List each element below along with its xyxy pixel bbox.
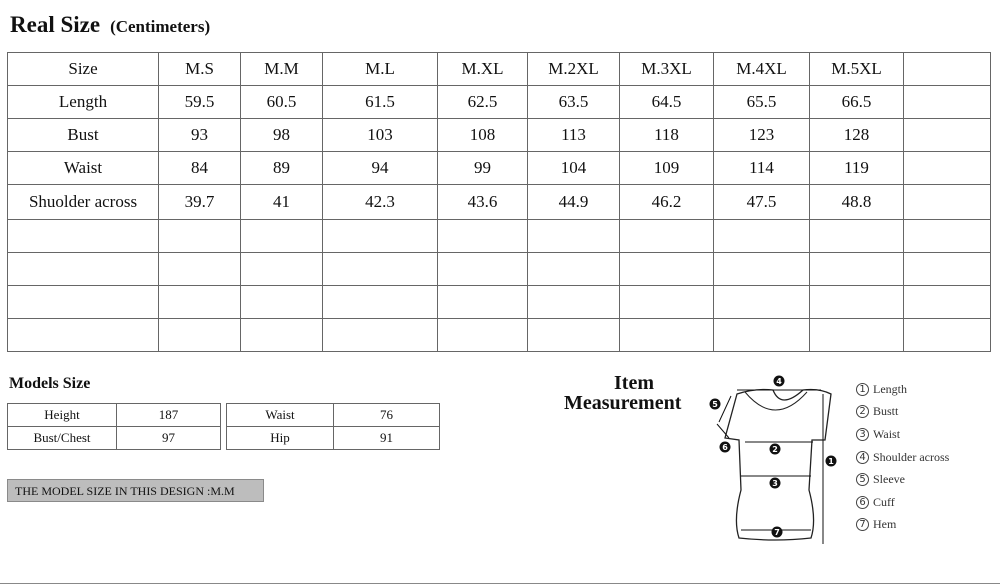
table-cell — [159, 286, 241, 319]
table-cell — [904, 119, 991, 152]
title-unit: (Centimeters) — [110, 17, 211, 36]
table-cell: 64.5 — [620, 86, 714, 119]
legend-item — [856, 468, 949, 491]
table-cell: 128 — [810, 119, 904, 152]
column-header: M.4XL — [714, 53, 810, 86]
column-header: M.L — [323, 53, 438, 86]
table-cell: 39.7 — [159, 185, 241, 220]
table-cell: 59.5 — [159, 86, 241, 119]
table-cell: 65.5 — [714, 86, 810, 119]
model-value: 91 — [334, 427, 440, 450]
column-header — [904, 53, 991, 86]
table-cell: 94 — [323, 152, 438, 185]
table-cell — [241, 253, 323, 286]
table-cell — [810, 253, 904, 286]
model-value: 187 — [117, 404, 221, 427]
number-circle-icon: 3 — [856, 428, 869, 441]
table-cell: 84 — [159, 152, 241, 185]
table-row — [227, 404, 440, 427]
table-cell: 114 — [714, 152, 810, 185]
models-table-right — [226, 403, 440, 450]
row-label: Length — [8, 86, 159, 119]
table-cell — [528, 253, 620, 286]
table-cell — [714, 220, 810, 253]
table-row — [8, 404, 221, 427]
table-cell — [810, 319, 904, 352]
table-cell — [323, 319, 438, 352]
table-cell — [159, 319, 241, 352]
row-label — [8, 319, 159, 352]
table-row — [8, 319, 991, 352]
legend-item — [856, 378, 949, 401]
table-cell — [241, 319, 323, 352]
number-circle-icon: 7 — [856, 518, 869, 531]
model-label: Bust/Chest — [8, 427, 117, 450]
table-row — [8, 119, 991, 152]
row-label — [8, 286, 159, 319]
number-circle-icon: 6 — [856, 496, 869, 509]
number-circle-icon: 2 — [856, 405, 869, 418]
table-cell — [810, 286, 904, 319]
model-value: 97 — [117, 427, 221, 450]
row-label — [8, 253, 159, 286]
column-header: M.M — [241, 53, 323, 86]
table-row — [8, 286, 991, 319]
table-cell — [438, 286, 528, 319]
number-circle-icon: 4 — [856, 451, 869, 464]
marker-2-label: 2 — [772, 445, 778, 454]
table-cell — [714, 253, 810, 286]
table-cell — [241, 286, 323, 319]
legend-label: Cuff — [873, 494, 895, 509]
tshirt-diagram — [705, 370, 845, 550]
column-header: M.S — [159, 53, 241, 86]
model-size-note: THE MODEL SIZE IN THIS DESIGN :M.M — [7, 479, 264, 502]
table-cell: 104 — [528, 152, 620, 185]
table-cell — [528, 319, 620, 352]
table-cell: 109 — [620, 152, 714, 185]
model-label: Hip — [227, 427, 334, 450]
table-cell — [904, 286, 991, 319]
model-label: Waist — [227, 404, 334, 427]
legend-item — [856, 401, 949, 424]
row-label: Waist — [8, 152, 159, 185]
table-cell: 44.9 — [528, 185, 620, 220]
table-row — [8, 220, 991, 253]
table-cell — [904, 185, 991, 220]
table-cell — [528, 220, 620, 253]
marker-3-label: 3 — [772, 479, 778, 488]
legend-item — [856, 423, 949, 446]
table-cell — [620, 253, 714, 286]
legend-item — [856, 514, 949, 537]
models-table-left — [7, 403, 221, 450]
table-cell — [438, 220, 528, 253]
size-header-row — [8, 53, 991, 86]
table-cell: 41 — [241, 185, 323, 220]
legend-label: Length — [873, 381, 907, 396]
legend-label: Hem — [873, 517, 897, 532]
marker-6-label: 6 — [722, 443, 728, 452]
table-cell: 123 — [714, 119, 810, 152]
table-cell — [323, 286, 438, 319]
shirt-outline — [725, 390, 831, 541]
table-row — [8, 427, 221, 450]
table-cell: 98 — [241, 119, 323, 152]
table-row — [8, 152, 991, 185]
marker-7-label: 7 — [774, 528, 780, 537]
table-cell: 47.5 — [714, 185, 810, 220]
table-row — [8, 185, 991, 220]
marker-4-label: 4 — [776, 377, 782, 386]
table-cell — [528, 286, 620, 319]
table-cell — [904, 220, 991, 253]
table-cell — [323, 220, 438, 253]
table-cell — [904, 86, 991, 119]
table-cell — [620, 220, 714, 253]
size-table — [7, 52, 991, 352]
marker-1-label: 1 — [828, 457, 834, 466]
measurement-title-line1: Item — [614, 372, 654, 394]
row-label: Shuolder across — [8, 185, 159, 220]
table-cell — [438, 253, 528, 286]
table-cell — [323, 253, 438, 286]
table-cell — [714, 286, 810, 319]
table-cell — [438, 319, 528, 352]
table-cell: 42.3 — [323, 185, 438, 220]
table-cell — [810, 220, 904, 253]
table-cell — [159, 220, 241, 253]
row-label — [8, 220, 159, 253]
legend-label: Waist — [873, 426, 901, 441]
legend-item — [856, 491, 949, 514]
legend-label: Sleeve — [873, 472, 905, 487]
table-cell: 118 — [620, 119, 714, 152]
table-cell — [904, 253, 991, 286]
table-cell: 99 — [438, 152, 528, 185]
measurement-legend — [856, 378, 949, 536]
models-size-title: Models Size — [9, 375, 91, 392]
table-row — [8, 253, 991, 286]
table-cell — [714, 319, 810, 352]
table-cell: 62.5 — [438, 86, 528, 119]
table-cell: 63.5 — [528, 86, 620, 119]
table-cell: 48.8 — [810, 185, 904, 220]
bottom-divider — [0, 583, 1000, 584]
table-cell: 93 — [159, 119, 241, 152]
table-cell — [620, 286, 714, 319]
number-circle-icon: 1 — [856, 383, 869, 396]
table-cell: 103 — [323, 119, 438, 152]
table-cell — [241, 220, 323, 253]
title-main: Real Size — [10, 12, 101, 37]
table-cell — [904, 319, 991, 352]
table-cell — [904, 152, 991, 185]
legend-label: Bustt — [873, 404, 899, 419]
legend-item — [856, 446, 949, 469]
model-label: Height — [8, 404, 117, 427]
table-cell — [159, 253, 241, 286]
model-value: 76 — [334, 404, 440, 427]
table-cell: 60.5 — [241, 86, 323, 119]
column-header: M.2XL — [528, 53, 620, 86]
number-circle-icon: 5 — [856, 473, 869, 486]
column-header: M.5XL — [810, 53, 904, 86]
table-cell: 66.5 — [810, 86, 904, 119]
column-header: M.XL — [438, 53, 528, 86]
marker-5-label: 5 — [712, 400, 718, 409]
table-cell: 89 — [241, 152, 323, 185]
table-row — [227, 427, 440, 450]
row-label: Bust — [8, 119, 159, 152]
table-cell — [620, 319, 714, 352]
column-header: Size — [8, 53, 159, 86]
table-cell: 46.2 — [620, 185, 714, 220]
table-row — [8, 86, 991, 119]
sleeve-line — [719, 396, 731, 422]
table-cell: 61.5 — [323, 86, 438, 119]
page-title — [10, 12, 210, 38]
table-cell: 119 — [810, 152, 904, 185]
measurement-title-line2: Measurement — [564, 392, 682, 414]
column-header: M.3XL — [620, 53, 714, 86]
table-cell: 113 — [528, 119, 620, 152]
table-cell: 43.6 — [438, 185, 528, 220]
legend-label: Shoulder across — [873, 449, 950, 464]
table-cell: 108 — [438, 119, 528, 152]
